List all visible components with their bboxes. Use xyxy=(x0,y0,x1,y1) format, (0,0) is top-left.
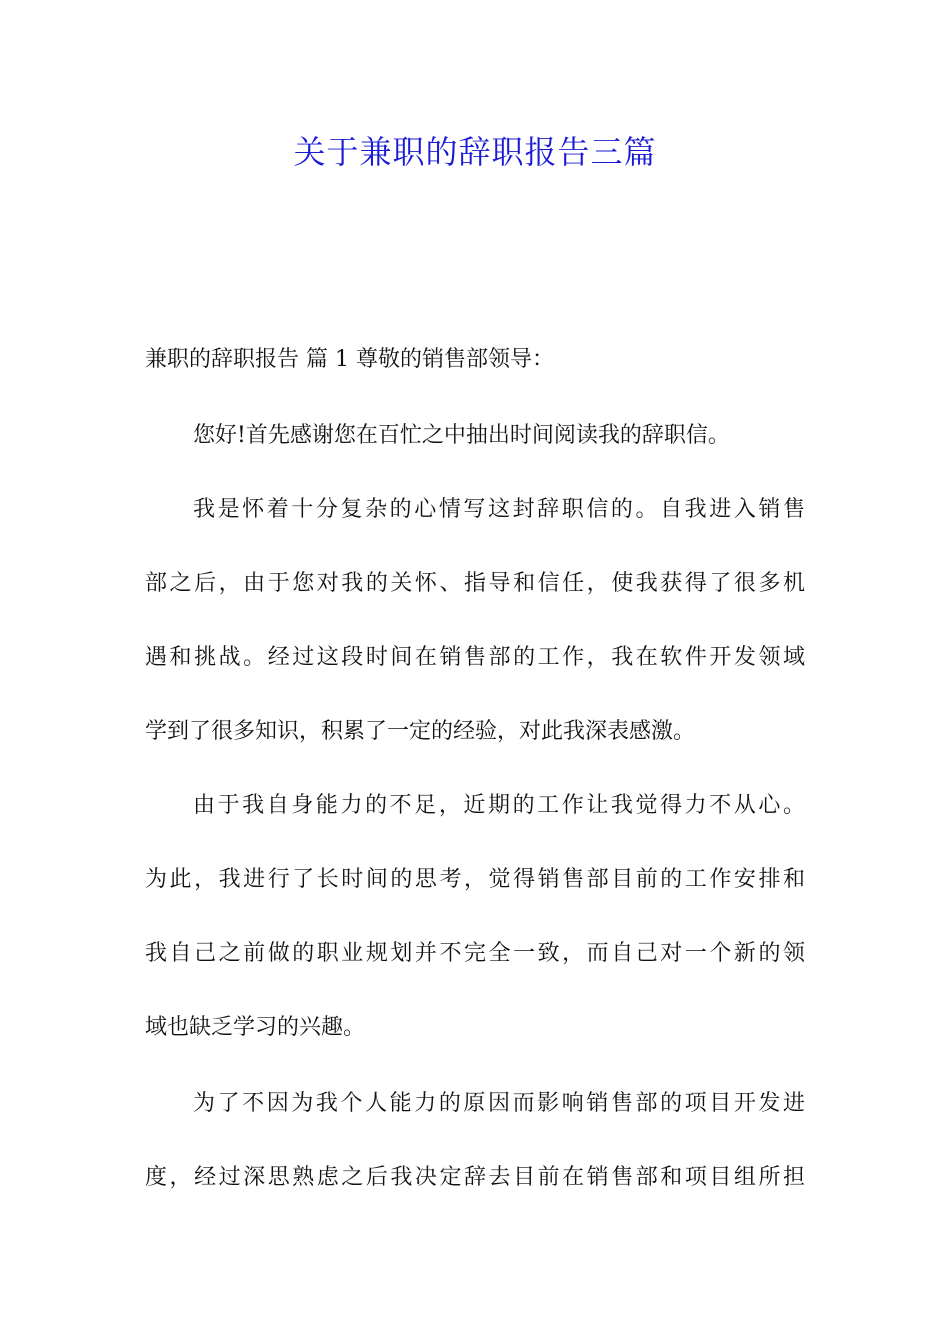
paragraph-line: 度，经过深思熟虑之后我决定辞去目前在销售部和项目组所担 xyxy=(145,1165,805,1190)
paragraph-line: 学到了很多知识，积累了一定的经验，对此我深表感激。 xyxy=(145,719,696,744)
salutation-line: 兼职的辞职报告 篇 1 尊敬的销售部领导： xyxy=(145,347,554,372)
paragraph-line: 我是怀着十分复杂的心情写这封辞职信的。自我进入销售 xyxy=(193,497,805,522)
paragraph-line: 我自己之前做的职业规划并不完全一致，而自己对一个新的领 xyxy=(145,941,805,966)
paragraph-line: 部之后，由于您对我的关怀、指导和信任，使我获得了很多机 xyxy=(145,571,805,596)
document-title: 关于兼职的辞职报告三篇 xyxy=(293,133,657,171)
paragraph-line: 为此，我进行了长时间的思考，觉得销售部目前的工作安排和 xyxy=(145,867,805,892)
paragraph-line: 您好!首先感谢您在百忙之中抽出时间阅读我的辞职信。 xyxy=(193,423,730,448)
paragraph-line: 域也缺乏学习的兴趣。 xyxy=(145,1015,366,1040)
paragraph-line: 为了不因为我个人能力的原因而影响销售部的项目开发进 xyxy=(193,1091,805,1116)
paragraph-line: 由于我自身能力的不足，近期的工作让我觉得力不从心。 xyxy=(193,793,805,818)
paragraph-line: 遇和挑战。经过这段时间在销售部的工作，我在软件开发领域 xyxy=(145,645,805,670)
